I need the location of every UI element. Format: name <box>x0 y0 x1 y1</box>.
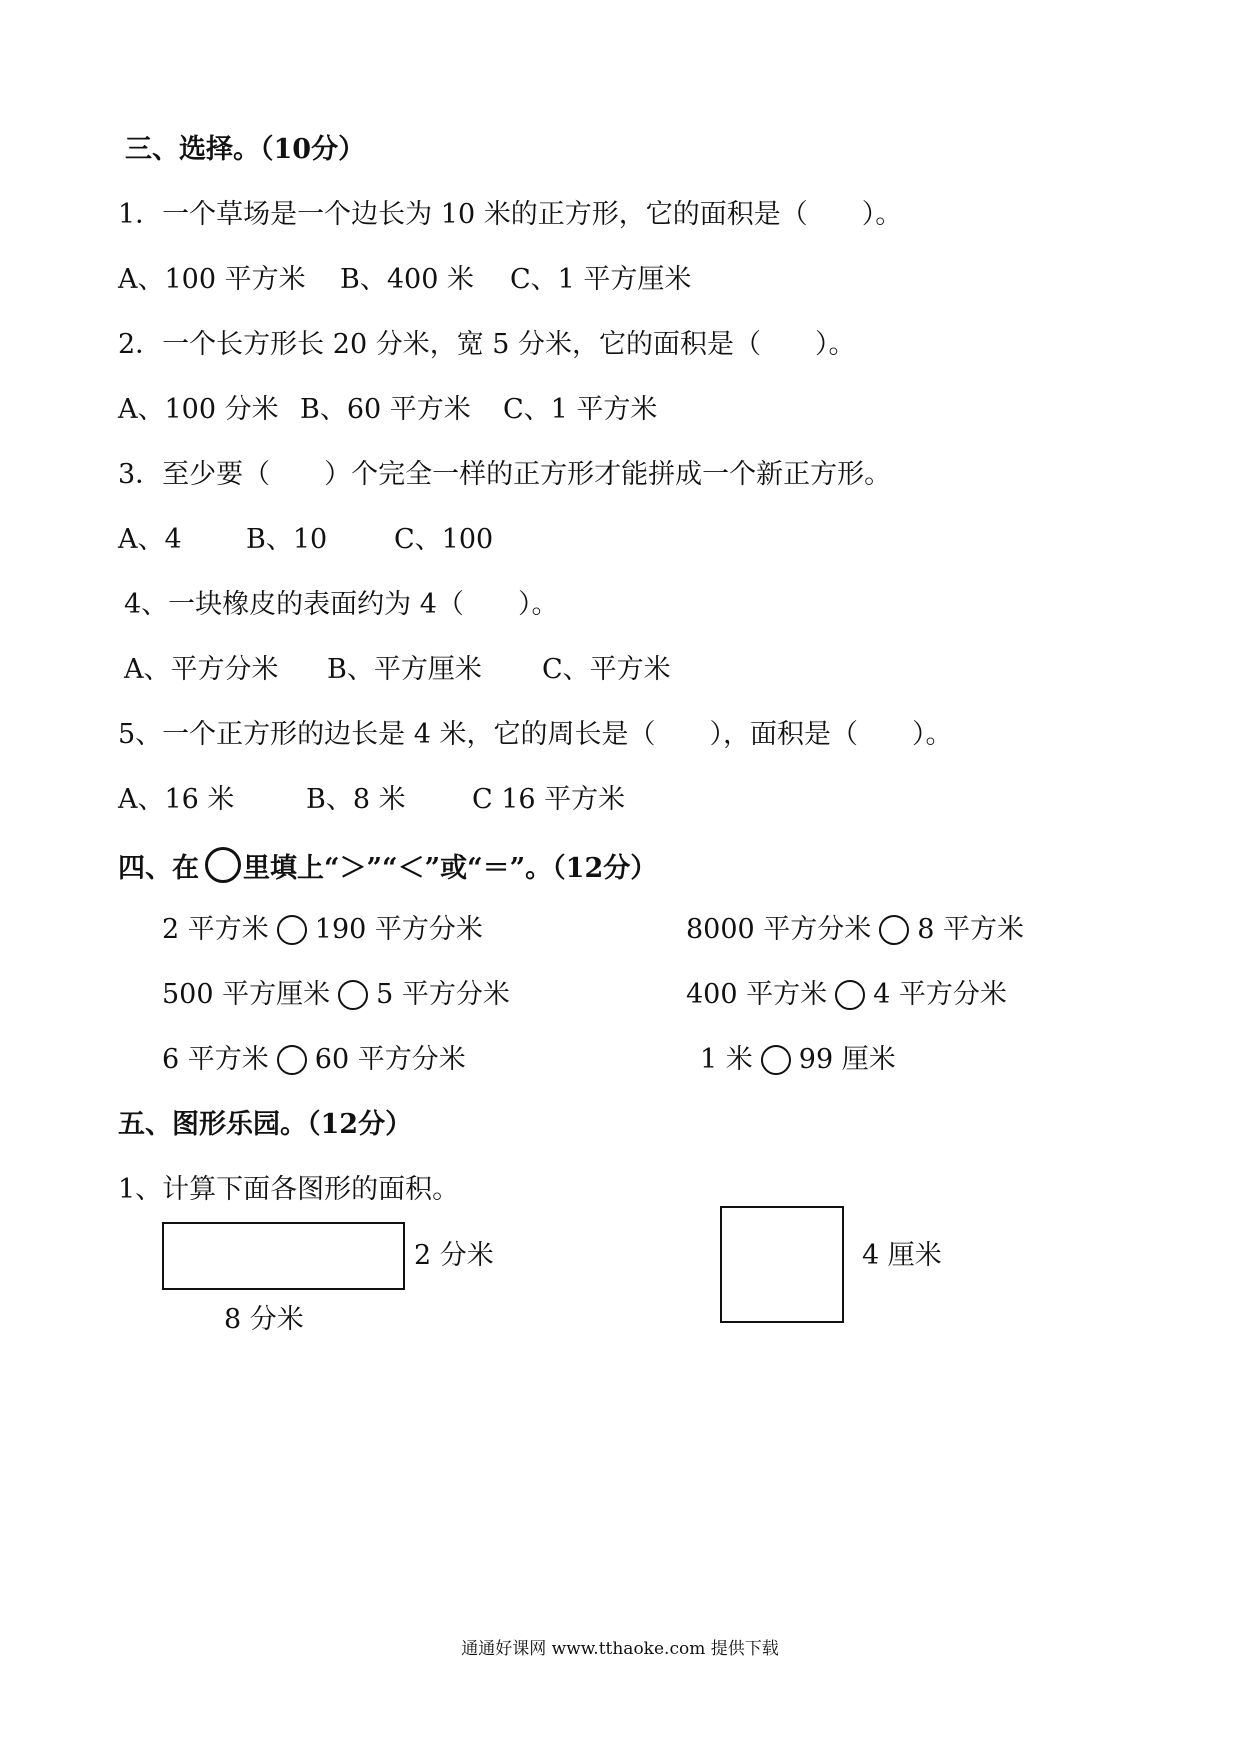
question-2-stem: 2．一个长方形长 20 分米，宽 5 分米，它的面积是（ ）。 <box>118 329 856 360</box>
comparison-left-value: 2 平方米 <box>162 914 269 945</box>
option-a: A、16 米 <box>118 784 235 815</box>
rectangle-figure <box>162 1222 405 1290</box>
question-1-stem: 1．一个草场是一个边长为 10 米的正方形，它的面积是（ ）。 <box>118 199 903 230</box>
square-figure <box>720 1206 844 1323</box>
option-c: C 16 平方米 <box>472 784 626 815</box>
option-a: A、100 平方米 <box>118 264 306 295</box>
rectangle-width-label: 8 分米 <box>224 1304 304 1335</box>
section3-heading: 三、选择。（10分） <box>125 134 366 165</box>
question-1-options <box>118 262 818 298</box>
rectangle-height-label: 2 分米 <box>414 1240 494 1271</box>
square-side-label: 4 厘米 <box>862 1240 942 1271</box>
option-a: A、平方分米 <box>124 654 279 685</box>
question-4-options <box>124 652 824 688</box>
answer-circle[interactable] <box>879 915 909 945</box>
answer-circle[interactable] <box>338 980 368 1010</box>
comparison-row-1-right <box>686 912 1024 948</box>
comparison-left-value: 1 米 <box>700 1044 753 1075</box>
section5-question-1: 1、计算下面各图形的面积。 <box>118 1174 460 1205</box>
comparison-left-value: 6 平方米 <box>162 1044 269 1075</box>
question-5-options <box>118 782 818 818</box>
question-2-options <box>118 392 818 428</box>
option-c: C、平方米 <box>542 654 671 685</box>
answer-circle[interactable] <box>835 980 865 1010</box>
question-3-options <box>118 522 818 558</box>
comparison-right-value: 99 厘米 <box>798 1044 896 1075</box>
option-c: C、100 <box>394 524 494 555</box>
comparison-right-value: 8 平方米 <box>917 914 1025 945</box>
answer-circle[interactable] <box>761 1045 791 1075</box>
answer-circle[interactable] <box>277 915 307 945</box>
comparison-row-2-left <box>162 977 510 1013</box>
comparison-row-3-left <box>162 1042 466 1078</box>
option-b: B、10 <box>246 524 328 555</box>
comparison-row-3-right <box>700 1042 896 1078</box>
section4-heading <box>118 847 657 887</box>
comparison-right-value: 5 平方分米 <box>376 979 510 1010</box>
option-a: A、4 <box>118 524 182 555</box>
comparison-left-value: 400 平方米 <box>686 979 828 1010</box>
section5-heading: 五、图形乐园。（12分） <box>118 1109 413 1140</box>
option-b: B、8 米 <box>306 784 406 815</box>
option-b: B、60 平方米 <box>300 394 471 425</box>
option-b: B、400 米 <box>340 264 474 295</box>
option-b: B、平方厘米 <box>327 654 482 685</box>
section4-heading-prefix: 四、在 <box>118 853 199 884</box>
section4-heading-suffix: 里填上“＞”“＜”或“＝”。（12分） <box>243 853 658 884</box>
comparison-left-value: 500 平方厘米 <box>162 979 331 1010</box>
comparison-row-2-right <box>686 977 1007 1013</box>
comparison-right-value: 60 平方分米 <box>314 1044 466 1075</box>
comparison-left-value: 8000 平方分米 <box>686 914 872 945</box>
answer-circle[interactable] <box>277 1045 307 1075</box>
footer-source: 通通好课网 www.tthaoke.com 提供下载 <box>461 1639 779 1659</box>
comparison-right-value: 190 平方分米 <box>314 914 483 945</box>
option-c: C、1 平方米 <box>503 394 658 425</box>
question-3-stem: 3．至少要（ ）个完全一样的正方形才能拼成一个新正方形。 <box>118 459 892 490</box>
comparison-right-value: 4 平方分米 <box>873 979 1007 1010</box>
option-c: C、1 平方厘米 <box>510 264 692 295</box>
question-4-stem: 4、一块橡皮的表面约为 4（ ）。 <box>124 589 559 620</box>
question-5-stem: 5、一个正方形的边长是 4 米，它的周长是（ ），面积是（ ）。 <box>118 719 953 750</box>
circle-icon <box>205 847 241 883</box>
option-a: A、100 分米 <box>118 394 279 425</box>
comparison-row-1-left <box>162 912 483 948</box>
